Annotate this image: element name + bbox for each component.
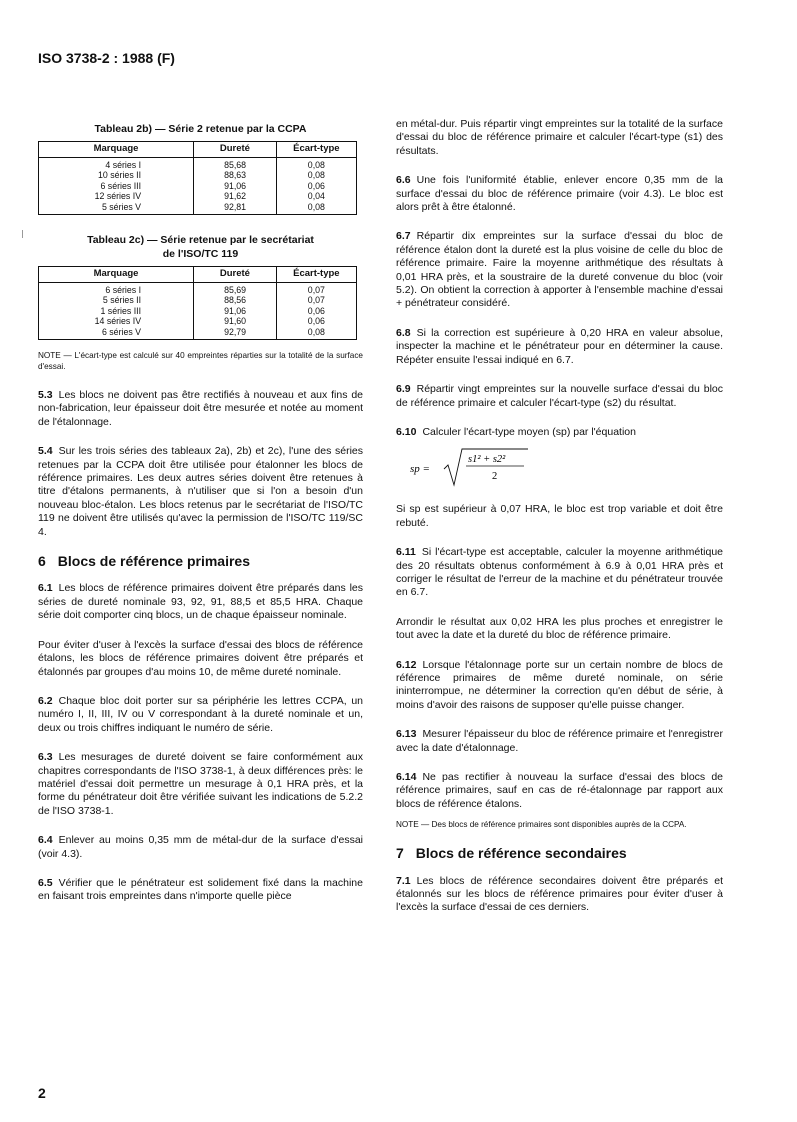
section-7-heading [396, 847, 723, 860]
cell-marquage: 1 séries III [39, 306, 194, 317]
clause-number: 6.7 [396, 230, 411, 243]
cell-durete: 92,81 [194, 202, 277, 215]
paragraph-6-4 [38, 834, 363, 861]
clause-text: Répartir dix empreintes sur la surface d'essai du bloc de référence étalon dont la dureté est la plus voisine de celle du bloc de référence primaire. Faire la moyenne arithmétique des résultats à 0,01 HRA près, et la soustraire de la dureté convenue du bloc (voir 5.2). On obtient la correction à apporter à l'ensemble machine d'essai + pénétrateur considéré. [396, 230, 723, 310]
cell-durete: 88,56 [194, 295, 277, 306]
clause-number: 6.12 [396, 658, 417, 671]
cell-durete: 91,06 [194, 181, 277, 192]
cell-durete: 91,60 [194, 316, 277, 327]
page-number: 2 [38, 1085, 46, 1101]
margin-mark [22, 230, 23, 238]
table-2c-caption-line2: de l'ISO/TC 119 [162, 248, 239, 260]
table-2c-caption [38, 233, 363, 261]
right-column [396, 118, 723, 931]
cell-durete: 85,69 [194, 282, 277, 295]
header-ecart-type: Écart-type [276, 142, 356, 158]
clause-text: Les blocs de référence secondaires doivent être préparés et étalonnés sur les blocs de référence primaires pour éviter d'user à l'excès la surface d'essai de ces derniers. [396, 874, 723, 914]
left-column [38, 118, 363, 920]
clause-text: Lorsque l'étalonnage porte sur un certain nombre de blocs de référence primaires de même dureté nominale, on série ininterrompue, ne déterminer la correction qu'en début de série, à moins d'avoir des raisons de supposer qu'elle puisse changer. [396, 658, 723, 711]
clause-text: Si l'écart-type est acceptable, calculer la moyenne arithmétique des 20 résultats obtenus conformément à 6.9 à 0,01 HRA près et corriger le résultat de l'erreur de la machine et du pénétrateur trouvée en 6.7. [396, 546, 723, 599]
cell-ecart-type: 0,08 [276, 327, 356, 340]
clause-number: 5.3 [38, 389, 53, 401]
clause-number: 6.13 [396, 728, 417, 741]
note-tables: NOTE — L'écart-type est calculé sur 40 empreintes réparties sur la totalité de la surface d'essai. [38, 351, 363, 371]
clause-text: Une fois l'uniformité établie, enlever encore 0,35 mm de la surface d'essai du bloc de référence primaire (voir 4.3). Le bloc est alors prêt à être étalonné. [396, 174, 723, 214]
cell-marquage: 4 séries I [39, 157, 194, 170]
table-row [39, 306, 357, 317]
clause-text: Vérifier que le pénétrateur est solidement fixé dans la machine en faisant trois empreintes dans n'importe quelle pièce [38, 876, 363, 903]
clause-number: 6.11 [396, 546, 416, 559]
document-header: ISO 3738-2 : 1988 (F) [38, 50, 175, 66]
equation-sp [410, 445, 723, 491]
section-title: Blocs de référence secondaires [415, 845, 627, 862]
cell-durete: 88,63 [194, 170, 277, 181]
paragraph-6-13 [396, 728, 723, 755]
cell-marquage: 6 séries III [39, 181, 194, 192]
clause-number: 6.1 [38, 582, 53, 595]
paragraph-6-1-b: Pour éviter d'user à l'excès la surface d'essai des blocs de référence étalons, les blocs de référence primaires doivent être préparés et étalonnés par groupes d'au moins 10, de même dureté nominale. [38, 638, 363, 678]
clause-number: 6.3 [38, 751, 53, 764]
section-number: 6 [38, 553, 46, 570]
paragraph-6-1 [38, 582, 363, 622]
paragraph-7-1 [396, 875, 723, 915]
clause-text: Les blocs de référence primaires doivent être préparés dans les séries de dureté nominale 93, 92, 91, 88,5 et 85,5 HRA. Chaque série doit comporter cinq blocs, un de chaque épaisseur nominale. [38, 582, 363, 622]
paragraph-6-3 [38, 751, 363, 818]
paragraph-6-2 [38, 695, 363, 735]
cell-durete: 91,06 [194, 306, 277, 317]
table-row [39, 327, 357, 340]
cell-ecart-type: 0,07 [276, 282, 356, 295]
cell-durete: 91,62 [194, 191, 277, 202]
paragraph-6-10 [396, 426, 723, 439]
clause-text: Les blocs ne doivent pas être rectifiés à nouveau et aux fins de non-fabrication, leur épaisseur doit être mesurée et notée au moment de l'étalonnage. [38, 389, 363, 428]
table-row [39, 295, 357, 306]
header-marquage: Marquage [39, 142, 194, 158]
paragraph-6-5-continued: en métal-dur. Puis répartir vingt empreintes sur la totalité de la surface d'essai du bloc de référence primaire et calculer l'écart-type (s1) des résultats. [396, 118, 723, 157]
table-header-row [39, 267, 357, 283]
header-ecart-type: Écart-type [276, 267, 356, 283]
paragraph-6-11 [396, 546, 723, 600]
table-row [39, 181, 357, 192]
cell-durete: 85,68 [194, 157, 277, 170]
clause-number: 6.6 [396, 174, 411, 187]
table-header-row [39, 142, 357, 158]
section-number: 7 [396, 845, 404, 862]
cell-marquage: 10 séries II [39, 170, 194, 181]
cell-marquage: 5 séries II [39, 295, 194, 306]
table-2b [38, 141, 357, 215]
cell-marquage: 12 séries IV [39, 191, 194, 202]
clause-number: 7.1 [396, 874, 411, 887]
clause-text: Calculer l'écart-type moyen (sp) par l'équation [422, 425, 636, 438]
clause-text: Répartir vingt empreintes sur la nouvelle surface d'essai du bloc de référence primaire et calculer l'écart-type (s2) du résultat. [396, 383, 723, 409]
clause-number: 6.5 [38, 876, 53, 889]
table-row [39, 282, 357, 295]
cell-marquage: 6 séries I [39, 282, 194, 295]
clause-number: 6.9 [396, 383, 411, 396]
equation-graphic [410, 445, 550, 491]
cell-durete: 92,79 [194, 327, 277, 340]
clause-number: 6.10 [396, 425, 417, 438]
paragraph-6-5 [38, 877, 363, 904]
note-6-14: NOTE — Des blocs de référence primaires sont disponibles auprès de la CCPA. [396, 820, 687, 830]
header-durete: Dureté [194, 142, 277, 158]
cell-ecart-type: 0,08 [276, 157, 356, 170]
paragraph-5-4 [38, 445, 363, 539]
table-row [39, 191, 357, 202]
paragraph-6-6 [396, 174, 723, 214]
cell-ecart-type: 0,06 [276, 306, 356, 317]
section-title: Blocs de référence primaires [57, 553, 251, 570]
table-row [39, 316, 357, 327]
cell-ecart-type: 0,08 [276, 202, 356, 215]
paragraph-6-7 [396, 230, 723, 310]
paragraph-6-8 [396, 327, 723, 367]
clause-text: Chaque bloc doit porter sur sa périphérie les lettres CCPA, un numéro I, II, III, IV ou V correspondant à la dureté nominale et un, deux ou trois chiffres indiquant le numéro de série. [38, 694, 363, 734]
equation-denominator: 2 [492, 471, 498, 483]
clause-text: Les mesurages de dureté doivent se faire conformément aux chapitres correspondants de l'ISO 3738-1, à deux différences près: le matériel d'essai doit permettre un mesurage à 0,1 HRA près, et la forme du pénétrateur doit être vérifiée suivant les indications de 5.2.2 de l'ISO 3738-1. [38, 751, 363, 817]
cell-ecart-type: 0,07 [276, 295, 356, 306]
equation-numerator: s1² + s2² [468, 454, 506, 466]
cell-marquage: 6 séries V [39, 327, 194, 340]
equation-lhs: sp = [410, 463, 430, 476]
cell-ecart-type: 0,06 [276, 316, 356, 327]
table-row [39, 157, 357, 170]
table-row [39, 170, 357, 181]
paragraph-6-9 [396, 383, 723, 410]
clause-text: Enlever au moins 0,35 mm de métal-dur de la surface d'essai (voir 4.3). [38, 834, 363, 860]
table-2c [38, 266, 357, 340]
section-6-heading [38, 555, 363, 568]
paragraph-5-3 [38, 389, 363, 429]
paragraph-6-12 [396, 659, 723, 713]
clause-number: 5.4 [38, 445, 53, 458]
clause-text: Mesurer l'épaisseur du bloc de référence primaire et l'enregistrer avec la date d'étalonnage. [396, 728, 723, 754]
header-durete: Dureté [194, 267, 277, 283]
table-2b-caption: Tableau 2b) — Série 2 retenue par la CCPA [94, 123, 307, 135]
cell-ecart-type: 0,08 [276, 170, 356, 181]
paragraph-6-10-b: Si sp est supérieur à 0,07 HRA, le bloc est trop variable et doit être rebuté. [396, 503, 723, 529]
clause-number: 6.14 [396, 771, 417, 783]
clause-text: Si la correction est supérieure à 0,20 HRA en valeur absolue, inspecter la machine et le pénétrateur pour en déterminer la cause. Répéter ensuite l'essai indiqué en 6.7. [396, 326, 723, 366]
clause-text: Ne pas rectifier à nouveau la surface d'essai des blocs de référence primaires, sauf en cas de ré-étalonnage par rapport aux blocs de référence étalons. [396, 771, 723, 810]
clause-number: 6.2 [38, 694, 53, 707]
clause-text: Sur les trois séries des tableaux 2a), 2b) et 2c), l'une des séries retenues par la CCPA doit être utilisée pour étalonner les blocs de référence primaires. Les deux autres séries doivent être retenues à titre d'étalons permanents, à n'utiliser que si l'on a besoin d'un nouveau bloc-étalon. Les blocs retenus par le secrétariat de l'ISO/TC 119 ne doivent être utilisés qu'avec la permission de l'ISO/TC 119/SC 4. [38, 445, 363, 538]
table-2c-caption-line1: Tableau 2c) — Série retenue par le secrétariat [87, 234, 314, 246]
clause-number: 6.4 [38, 834, 53, 847]
cell-marquage: 5 séries V [39, 202, 194, 215]
clause-number: 6.8 [396, 326, 411, 339]
cell-ecart-type: 0,04 [276, 191, 356, 202]
header-marquage: Marquage [39, 267, 194, 283]
paragraph-6-14 [396, 771, 723, 811]
cell-marquage: 14 séries IV [39, 316, 194, 327]
table-row [39, 202, 357, 215]
paragraph-6-11-b: Arrondir le résultat aux 0,02 HRA les plus proches et enregistrer le tout avec la date et la dureté du bloc de référence primaire. [396, 615, 723, 642]
cell-ecart-type: 0,06 [276, 181, 356, 192]
